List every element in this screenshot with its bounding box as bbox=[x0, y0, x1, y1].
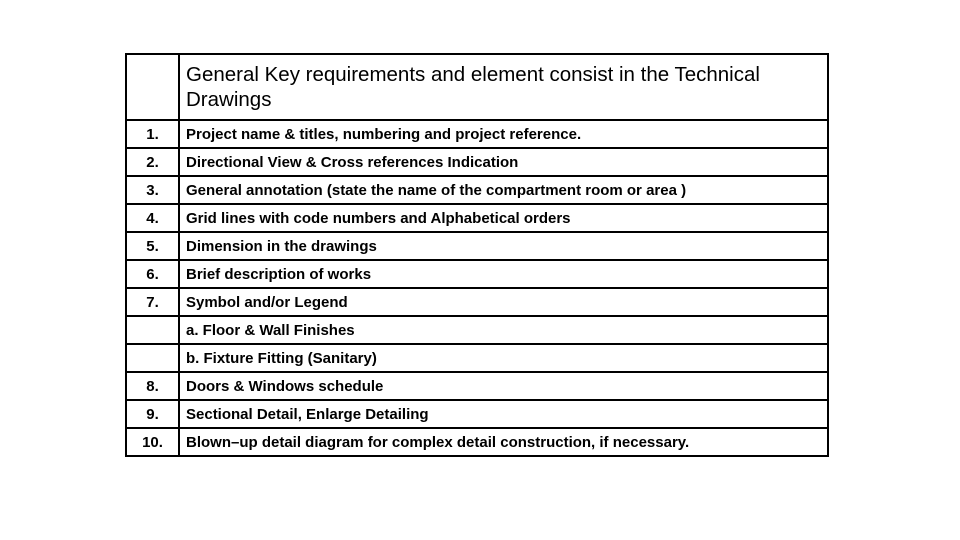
row-number: 8. bbox=[126, 372, 179, 400]
row-text: Dimension in the drawings bbox=[179, 232, 828, 260]
row-text: b. Fixture Fitting (Sanitary) bbox=[179, 344, 828, 372]
row-text: General annotation (state the name of the compartment room or area ) bbox=[179, 176, 828, 204]
row-number: 7. bbox=[126, 288, 179, 316]
table-header-row bbox=[126, 54, 828, 120]
row-number bbox=[126, 316, 179, 344]
row-text: a. Floor & Wall Finishes bbox=[179, 316, 828, 344]
table-row bbox=[126, 344, 828, 372]
table-row bbox=[126, 260, 828, 288]
table-row bbox=[126, 400, 828, 428]
table-row bbox=[126, 204, 828, 232]
row-number: 4. bbox=[126, 204, 179, 232]
table-row bbox=[126, 428, 828, 456]
table-row bbox=[126, 288, 828, 316]
table-row bbox=[126, 232, 828, 260]
table-row bbox=[126, 120, 828, 148]
row-number: 6. bbox=[126, 260, 179, 288]
row-number: 3. bbox=[126, 176, 179, 204]
row-number: 10. bbox=[126, 428, 179, 456]
row-text: Brief description of works bbox=[179, 260, 828, 288]
table-title: General Key requirements and element consist in the Technical Drawings bbox=[179, 54, 828, 120]
row-number: 2. bbox=[126, 148, 179, 176]
row-text: Directional View & Cross references Indication bbox=[179, 148, 828, 176]
row-text: Symbol and/or Legend bbox=[179, 288, 828, 316]
row-number: 1. bbox=[126, 120, 179, 148]
table-row bbox=[126, 148, 828, 176]
row-number bbox=[126, 344, 179, 372]
row-number: 9. bbox=[126, 400, 179, 428]
header-number-cell bbox=[126, 54, 179, 120]
requirements-table bbox=[125, 53, 829, 457]
table-row bbox=[126, 372, 828, 400]
row-text: Sectional Detail, Enlarge Detailing bbox=[179, 400, 828, 428]
table-row bbox=[126, 316, 828, 344]
row-text: Grid lines with code numbers and Alphabetical orders bbox=[179, 204, 828, 232]
row-number: 5. bbox=[126, 232, 179, 260]
row-text: Doors & Windows schedule bbox=[179, 372, 828, 400]
table-row bbox=[126, 176, 828, 204]
row-text: Project name & titles, numbering and project reference. bbox=[179, 120, 828, 148]
row-text: Blown–up detail diagram for complex detail construction, if necessary. bbox=[179, 428, 828, 456]
